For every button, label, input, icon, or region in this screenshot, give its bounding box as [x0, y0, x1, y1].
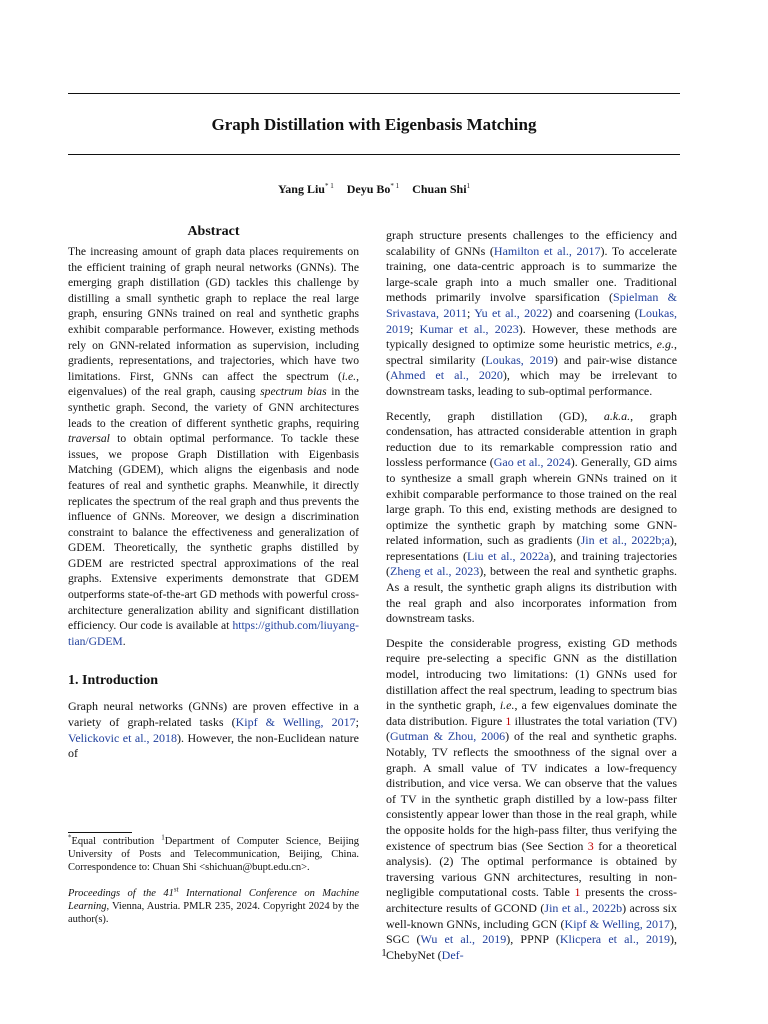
intro-span: ). However, the non-Euclidean nature of: [68, 730, 359, 761]
introduction-heading: 1. Introduction: [68, 673, 158, 689]
section-ref-link[interactable]: 3: [587, 838, 594, 853]
citation-link[interactable]: Jin et al., 2022b;a: [580, 533, 670, 548]
title-rule-top: [68, 93, 680, 94]
title-rule-bottom: [68, 154, 680, 155]
citation-link[interactable]: Def-: [441, 947, 464, 962]
author-list: [68, 181, 680, 197]
body-span: , graph condensation, has attracted considerable attention in graph reduction due to its remarkable compression ratio and lossless performance (: [386, 408, 677, 470]
body-span: ). To accelerate training, one data-centric approach is to summarize the large-scale graph into a much smaller one. Traditional methods primarily involve sparsification (: [386, 243, 677, 305]
page-number: 1: [381, 947, 387, 959]
author-3: [412, 182, 470, 196]
abstract-span: .: [122, 634, 126, 648]
citation-link[interactable]: Spielman & Srivastava, 2011: [386, 290, 677, 320]
abstract-emphasis: spectrum bias: [260, 385, 327, 399]
body-span: ), and training trajectories (: [386, 548, 678, 579]
body-span: ), between the real and synthetic graphs. As a result, the synthetic graph aligns its distribution with the real graph and also incorporates information from downstream tasks.: [386, 564, 677, 626]
proceedings-suffix: st: [173, 885, 179, 894]
author-name: Yang Liu: [277, 182, 325, 196]
code-link[interactable]: https://github.com/liuyang-tian/GDEM: [68, 619, 359, 648]
body-span: ;: [466, 305, 475, 320]
footnote-affiliation: Department of Computer Science, Beijing University of Posts and Telecommunication, Beijing, China. Correspondence to: Chuan Shi <shichuan@bupt.edu.cn>.: [68, 836, 359, 873]
footnote-rule: [68, 832, 132, 833]
left-column: [68, 222, 359, 771]
citation-link[interactable]: Ahmed et al., 2020: [390, 368, 503, 383]
figure-ref-link[interactable]: 1: [505, 713, 512, 728]
table-ref-link[interactable]: 1: [574, 885, 581, 900]
body-span: ;: [410, 321, 420, 336]
body-span: for a theoretical analysis). (2) The optimal performance is obtained by traversing various GNN architectures, resulting in non-negligible computational costs. Table: [386, 838, 677, 900]
proceedings-prefix: Proceedings of the: [68, 888, 164, 899]
citation-link[interactable]: Gao et al., 2024: [493, 455, 571, 470]
citation-link[interactable]: Wu et al., 2019: [420, 932, 507, 947]
proceedings-rest: , Vienna, Austria. PMLR 235, 2024. Copyright 2024 by the author(s).: [68, 901, 359, 925]
body-emphasis: a.k.a.: [603, 408, 631, 423]
abstract-span: The increasing amount of graph data places requirements on the efficient training of graph neural networks (GNNs). The emerging graph distillation (GD) tackles this challenge by distilling a small synthetic graph to replace the real large graph, ensuring GNNs trained on real and synthetic graphs exhibit comparable performance. However, existing methods rely on GNN-related information as supervision, including gradients, representations, and trajectories, which have two limitations. First, GNNs can affect the spectrum (: [68, 245, 359, 383]
body-span: ), which may be irrelevant to downstream tasks, leading to sub-optimal performance.: [386, 368, 677, 398]
citation-link[interactable]: Kipf & Welling, 2017: [235, 715, 356, 730]
body-span: ), representations (: [386, 533, 677, 563]
body-span: ) and coarsening (: [548, 305, 639, 320]
citation-link[interactable]: Loukas, 2019: [386, 305, 678, 336]
body-span: ) of the real and synthetic graphs. Notably, TV reflects the smoothness of the signal over a graph. A small value of TV indicates a low-frequency distribution, and vice versa. We can observe that the values of TV in the synthetic graph distilled by a low-pass filter consistently appear lower than those in the real graph, while the opposite holds for the high-pass filter, thus verifying the existence of spectrum bias (See Section: [386, 729, 677, 853]
proceedings-ordinal: 41: [163, 888, 174, 899]
citation-link[interactable]: Zheng et al., 2023: [390, 564, 480, 579]
abstract-span: in the synthetic graph. Second, the variety of GNN architectures leads to the creation of different synthetic graphs, requiring: [68, 385, 360, 430]
body-emphasis: e.g.: [656, 337, 674, 352]
citation-link[interactable]: Gutman & Zhou, 2006: [390, 729, 506, 744]
body-span: , spectral similarity (: [386, 337, 677, 367]
citation-link[interactable]: Klicpera et al., 2019: [559, 932, 670, 947]
author-marks: * 1: [390, 182, 400, 190]
body-span: graph structure presents challenges to the efficiency and scalability of GNNs (: [386, 228, 677, 258]
body-span: ). Generally, GD aims to synthesize a small graph wherein GNNs trained on it exhibit comparable performance to those trained on the real large graph. To this end, existing methods are designed to optimize the synthetic graph by matching some GNN-related information, such as gradients (: [386, 455, 677, 548]
paper-title: Graph Distillation with Eigenbasis Matching: [211, 115, 537, 134]
body-paragraph-1: [386, 228, 677, 400]
footnote-mark: 1: [161, 833, 165, 842]
author-marks: * 1: [324, 182, 334, 190]
citation-link[interactable]: Liu et al., 2022a: [466, 548, 550, 563]
intro-span: Graph neural networks (GNNs) are proven effective in a variety of graph-related tasks (: [68, 699, 359, 730]
footnote-mark: *: [68, 833, 72, 842]
author-name: Deyu Bo: [346, 182, 391, 196]
proceedings-note: [68, 887, 359, 926]
body-span: Despite the considerable progress, existing GD methods require pre-selecting a specific GNN as the distillation model, introducing two limitations: (1) GNNs used for distillation affect the real spectrum, leading to spectrum bias in the synthetic graph,: [386, 635, 677, 713]
footnote-equal: Equal contribution: [71, 836, 155, 847]
author-2: [347, 182, 399, 196]
abstract-span: , eigenvalues) of the real graph, causing: [68, 369, 359, 399]
body-span: ). However, these methods are typically designed to optimize some heuristic metrics,: [386, 321, 677, 352]
body-span: ) across six well-known GNNs, including GCN (: [386, 900, 677, 931]
citation-link[interactable]: Yu et al., 2022: [474, 305, 549, 320]
body-span: ), PPNP (: [506, 932, 560, 947]
footnote: [68, 835, 359, 874]
right-column: [386, 228, 677, 972]
intro-span: ;: [355, 715, 359, 730]
author-marks: 1: [466, 182, 471, 190]
citation-link[interactable]: Kumar et al., 2023: [419, 321, 519, 336]
citation-link[interactable]: Jin et al., 2022b: [544, 900, 623, 915]
citation-link[interactable]: Loukas, 2019: [485, 352, 554, 367]
body-span: ) and pair-wise distance (: [386, 352, 678, 383]
abstract-text: [68, 244, 359, 649]
abstract-emphasis: i.e.: [341, 369, 357, 383]
body-span: ), ChebyNet (: [386, 932, 677, 962]
body-span: presents the cross-architecture results of GCOND (: [386, 885, 678, 915]
author-name: Chuan Shi: [412, 182, 467, 196]
body-span: illustrates the total variation (TV) (: [386, 713, 677, 744]
citation-link[interactable]: Kipf & Welling, 2017: [564, 916, 670, 931]
body-span: Recently, graph distillation (GD),: [386, 408, 604, 423]
intro-paragraph: [68, 699, 359, 761]
abstract-span: to obtain optimal performance. To tackle these issues, we propose Graph Distillation with Eigenbasis Matching (GDEM), which aligns the eigenbasis and node features of real and synthetic graphs. Meanwhile, it directly replicates the spectrum of the real graph and thus prevents the influence of GNNs. Moreover, we design a discrimination constraint to balance the effectiveness and generalization of GDEM. Theoretically, the synthetic graphs distilled by GDEM are restricted spectral approximations of the real graphs. Extensive experiments demonstrate that GDEM outperforms state-of-the-art GD methods with powerful cross-architecture generalization ability and significant distillation efficiency. Our code is available at: [68, 432, 359, 633]
body-paragraph-3: [386, 636, 677, 963]
body-emphasis: i.e.: [499, 698, 515, 713]
abstract-heading: Abstract: [187, 224, 240, 239]
proceedings-conference: International Conference on Machine Learning: [68, 888, 360, 912]
author-1: [278, 182, 334, 196]
body-span: ), SGC (: [386, 916, 677, 947]
citation-link[interactable]: Hamilton et al., 2017: [493, 243, 601, 258]
body-span: , a few eigenvalues dominate the data distribution. Figure: [386, 698, 677, 728]
citation-link[interactable]: Velickovic et al., 2018: [68, 730, 178, 745]
body-paragraph-2: [386, 409, 677, 627]
abstract-emphasis: traversal: [68, 432, 110, 446]
